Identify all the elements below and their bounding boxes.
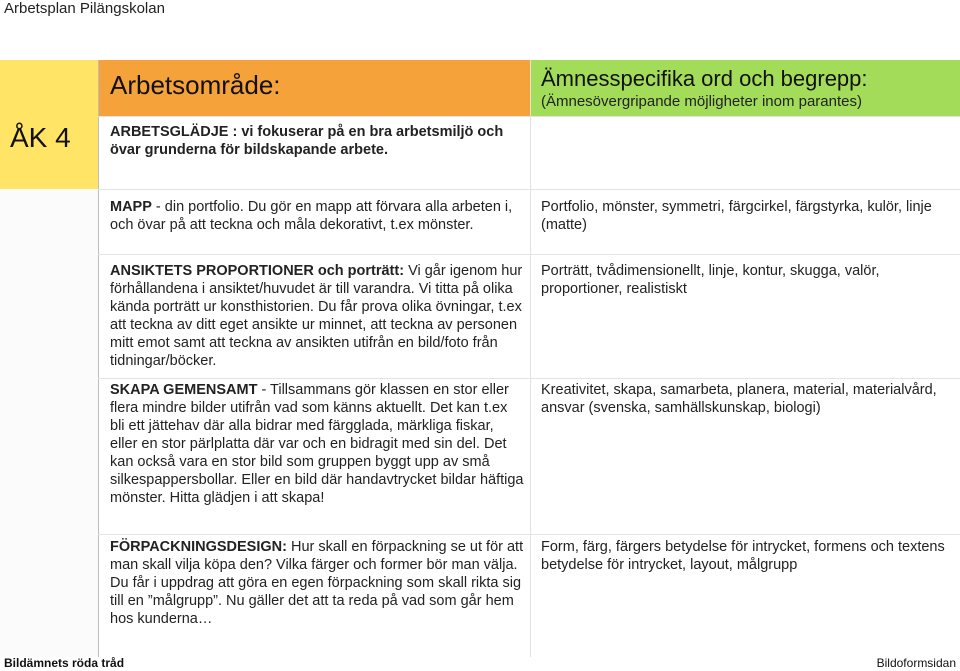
row-title: ANSIKTETS PROPORTIONER och porträtt: [110, 263, 405, 279]
footer-right-label: Bildoformsidan [876, 656, 956, 670]
row-title: SKAPA GEMENSAMT [110, 382, 258, 398]
row-work-area [110, 381, 524, 507]
row-divider [98, 254, 960, 255]
row-terms: Portfolio, mönster, symmetri, färgcirkel, färgstyrka, kulör, linje (matte) [541, 199, 932, 233]
row-terms: Form, färg, färgers betydelse för intrycket, formens och textens betydelse för intrycket, layout, målgrupp [541, 539, 945, 573]
row-title: FÖRPACKNINGSDESIGN: [110, 539, 287, 555]
terms-subheading: (Ämnesövergripande möjligheter inom parantes) [541, 93, 862, 110]
row-divider [98, 378, 960, 379]
work-area-heading: Arbetsområde: [110, 70, 281, 100]
column-divider [530, 60, 531, 657]
row-divider [98, 116, 960, 117]
row-work-area [110, 538, 524, 628]
document-title: Arbetsplan Pilängskolan [4, 0, 165, 17]
row-work-area [110, 262, 524, 370]
column-divider [98, 60, 99, 657]
row-title: MAPP [110, 199, 152, 215]
row-text: Vi går igenom hur förhållandena i ansiktet/huvudet är till varandra. Vi titta på olika kända porträtt ur konsthistorien. Du får prova olika övningar, t.ex att teckna av ditt eget ansikte ur minnet, att teckna av personen mitt emot samt att teckna av ansikten utifrån en bild/foto från tidningar/böcker. [110, 263, 523, 369]
row-terms: Kreativitet, skapa, samarbeta, planera, material, materialvård, ansvar (svenska, samhällskunskap, biologi) [541, 382, 937, 416]
terms-heading: Ämnesspecifika ord och begrepp: [541, 66, 868, 91]
row-text: - din portfolio. Du gör en mapp att förvara alla arbeten i, och övar på att teckna och måla dekorativt, t.ex mönster. [110, 199, 513, 233]
plan-table [0, 60, 960, 657]
row-work-area [110, 198, 524, 234]
grade-column-spacer [0, 189, 98, 657]
row-text: Hur skall en förpackning se ut för att man skall vilja köpa den? Vilka färger och former bör man välja. Du får i uppdrag att göra en egen förpackning som skall rikta sig till en ”målgrupp”. Nu gäller det att ta reda på vad som går hem hos kunderna… [110, 539, 524, 627]
grade-label: ÅK 4 [10, 122, 71, 153]
row-work-area [110, 123, 524, 159]
footer-left-label: Bildämnets röda tråd [4, 656, 125, 670]
row-divider [98, 189, 960, 190]
row-title: ARBETSGLÄDJE : vi fokuserar på en bra arbetsmiljö och övar grunderna för bildskapande arbete. [110, 124, 504, 158]
row-text: - Tillsammans gör klassen en stor eller flera mindre bilder utifrån vad som känns aktuellt. Det kan t.ex bli ett jättehav där alla bidrar med färgglada, märkliga fiskar, eller en stor pärlplatta där var och en bidragit med sin del. Det kan också vara en stor bild som gruppen byggt upp av små silkespappersbollar. Eller en bild där handavtrycket bildar häftiga mönster. Hitta glädjen i att skapa! [110, 382, 524, 506]
row-terms: Porträtt, tvådimensionellt, linje, kontur, skugga, valör, proportioner, realistiskt [541, 263, 880, 297]
row-divider [98, 534, 960, 535]
